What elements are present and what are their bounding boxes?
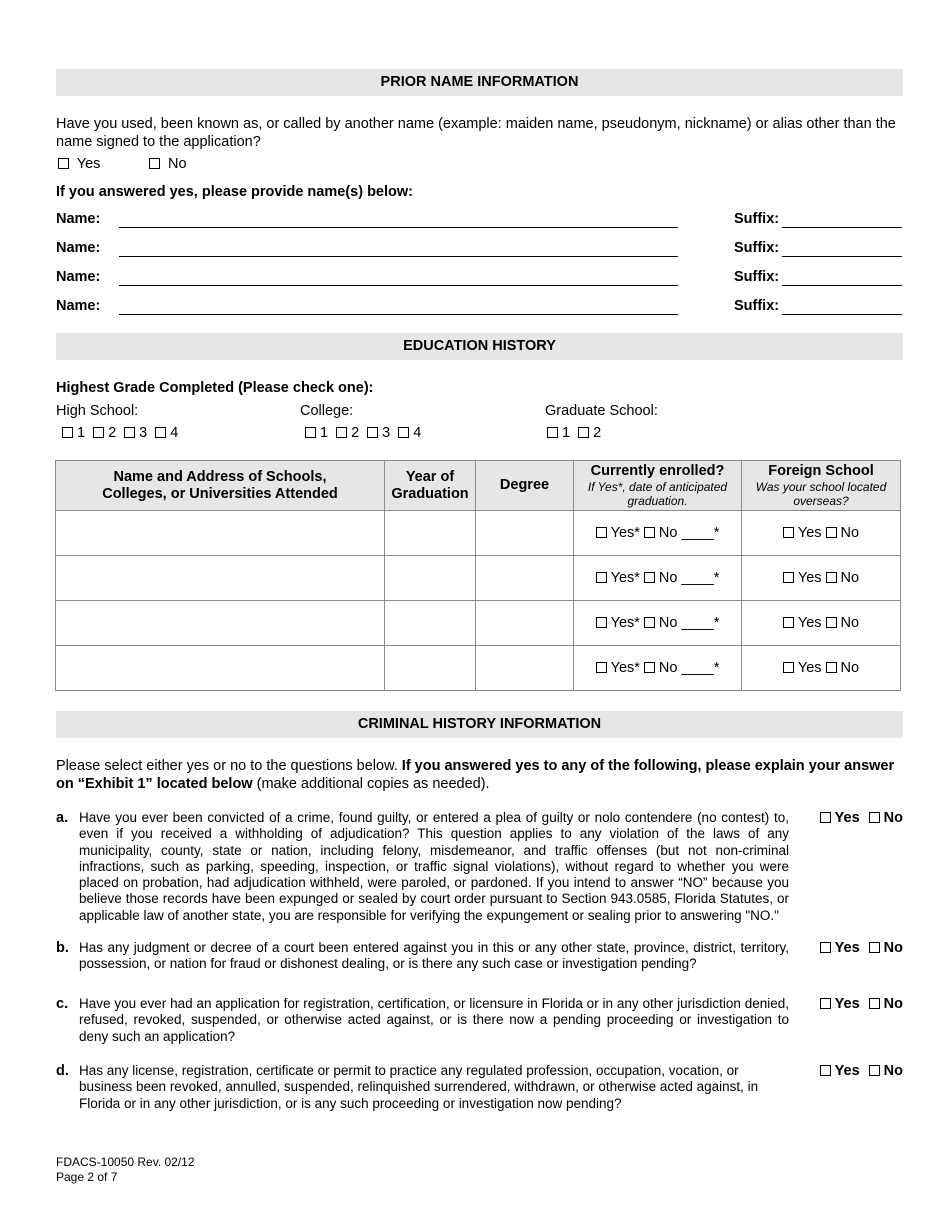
no-label: No bbox=[883, 810, 903, 826]
col-enrolled-title: Currently enrolled? bbox=[590, 463, 725, 479]
question-label: a. bbox=[56, 810, 69, 826]
table-row bbox=[56, 511, 901, 556]
foreign-yes-label: Yes bbox=[797, 525, 822, 541]
graduate-options bbox=[547, 424, 601, 442]
foreign-no-label: No bbox=[840, 615, 860, 631]
option-label: 2 bbox=[593, 425, 602, 441]
checkbox-icon[interactable] bbox=[644, 617, 655, 628]
checkbox-icon[interactable] bbox=[644, 527, 655, 538]
suffix-label: Suffix: bbox=[734, 298, 780, 314]
yes-no-options bbox=[820, 1063, 903, 1079]
enrolled-cell bbox=[574, 511, 742, 556]
table-row bbox=[56, 556, 901, 601]
enrolled-yes-label: Yes* bbox=[610, 570, 640, 586]
enrolled-no-label: No ____* bbox=[658, 570, 720, 586]
checkbox-icon[interactable] bbox=[826, 527, 837, 538]
checkbox-icon[interactable] bbox=[596, 617, 607, 628]
suffix-input-line[interactable] bbox=[782, 256, 902, 257]
enrolled-no-label: No ____* bbox=[658, 615, 720, 631]
prior-name-header: PRIOR NAME INFORMATION bbox=[56, 69, 903, 96]
foreign-cell bbox=[742, 646, 901, 691]
year-cell[interactable] bbox=[385, 556, 476, 601]
col-degree-header: Degree bbox=[476, 461, 574, 511]
yes-label: Yes bbox=[834, 1063, 860, 1079]
highest-grade-title: Highest Grade Completed (Please check one): bbox=[56, 380, 374, 396]
col-school-line2: Colleges, or Universities Attended bbox=[102, 485, 338, 502]
checkbox-icon[interactable] bbox=[826, 617, 837, 628]
name-label: Name: bbox=[56, 240, 101, 256]
checkbox-icon[interactable] bbox=[398, 427, 409, 438]
option-label: 1 bbox=[77, 425, 86, 441]
high-school-label: High School: bbox=[56, 403, 139, 419]
option-label: 2 bbox=[108, 425, 117, 441]
name-label: Name: bbox=[56, 298, 101, 314]
foreign-cell bbox=[742, 511, 901, 556]
col-year-header bbox=[385, 461, 476, 511]
checkbox-icon[interactable] bbox=[305, 427, 316, 438]
yes-no-options bbox=[820, 996, 903, 1012]
no-label: No bbox=[883, 996, 903, 1012]
degree-cell[interactable] bbox=[476, 556, 574, 601]
name-label: Name: bbox=[56, 211, 101, 227]
education-table bbox=[55, 460, 901, 691]
foreign-yes-label: Yes bbox=[797, 570, 822, 586]
suffix-input-line[interactable] bbox=[782, 314, 902, 315]
foreign-cell bbox=[742, 601, 901, 646]
enrolled-yes-label: Yes* bbox=[610, 525, 640, 541]
checkbox-icon[interactable] bbox=[336, 427, 347, 438]
foreign-yes-label: Yes bbox=[797, 660, 822, 676]
foreign-yes-label: Yes bbox=[797, 615, 822, 631]
checkbox-icon[interactable] bbox=[869, 812, 880, 823]
enrolled-no-label: No ____* bbox=[658, 660, 720, 676]
yes-label: Yes bbox=[834, 810, 860, 826]
question-label: c. bbox=[56, 996, 69, 1012]
col-foreign-header bbox=[742, 461, 901, 511]
name-input-line[interactable] bbox=[119, 314, 678, 315]
option-label: 3 bbox=[382, 425, 391, 441]
no-label: No bbox=[168, 156, 187, 172]
checkbox-icon[interactable] bbox=[783, 572, 794, 583]
checkbox-icon[interactable] bbox=[783, 527, 794, 538]
criminal-intro bbox=[56, 757, 901, 793]
degree-cell[interactable] bbox=[476, 646, 574, 691]
checkbox-icon[interactable] bbox=[578, 427, 589, 438]
table-header-row bbox=[56, 461, 901, 511]
checkbox-icon[interactable] bbox=[547, 427, 558, 438]
col-enrolled-sub: If Yes*, date of anticipated graduation. bbox=[587, 480, 728, 508]
foreign-no-label: No bbox=[840, 660, 860, 676]
col-school-header bbox=[56, 461, 385, 511]
checkbox-icon[interactable] bbox=[869, 998, 880, 1009]
checkbox-icon[interactable] bbox=[596, 527, 607, 538]
col-year-line2: Graduation bbox=[391, 485, 469, 502]
question-label: b. bbox=[56, 940, 69, 956]
school-cell[interactable] bbox=[56, 646, 385, 691]
prior-name-question: Have you used, been known as, or called by another name (example: maiden name, pseudonym, nickname) or alias other than the name signed to the application? bbox=[56, 116, 896, 150]
table-row bbox=[56, 646, 901, 691]
col-foreign-sub: Was your school located overseas? bbox=[755, 480, 887, 508]
foreign-no-label: No bbox=[840, 525, 860, 541]
college-options bbox=[305, 424, 421, 442]
form-id: FDACS-10050 Rev. 02/12 bbox=[56, 1155, 195, 1169]
option-label: 2 bbox=[351, 425, 360, 441]
enrolled-yes-label: Yes* bbox=[610, 660, 640, 676]
prior-name-instruction: If you answered yes, please provide name(s) below: bbox=[56, 184, 413, 200]
checkbox-icon[interactable] bbox=[820, 942, 831, 953]
suffix-input-line[interactable] bbox=[782, 227, 902, 228]
checkbox-icon[interactable] bbox=[93, 427, 104, 438]
checkbox-icon[interactable] bbox=[596, 572, 607, 583]
checkbox-icon[interactable] bbox=[596, 662, 607, 673]
checkbox-icon[interactable] bbox=[783, 617, 794, 628]
intro-bold: If you answered yes to any of the following, please explain your answer on “Exhibit 1” located below bbox=[56, 758, 895, 792]
col-school-line1: Name and Address of Schools, bbox=[113, 468, 327, 485]
year-cell[interactable] bbox=[385, 511, 476, 556]
education-header: EDUCATION HISTORY bbox=[56, 333, 903, 360]
col-foreign-title: Foreign School bbox=[768, 463, 874, 479]
checkbox-icon[interactable] bbox=[149, 158, 160, 169]
option-label: 3 bbox=[139, 425, 148, 441]
prior-name-no-option[interactable] bbox=[149, 155, 187, 173]
checkbox-icon[interactable] bbox=[644, 662, 655, 673]
name-input-line[interactable] bbox=[119, 285, 678, 286]
checkbox-icon[interactable] bbox=[367, 427, 378, 438]
intro-plain: Please select either yes or no to the questions below. bbox=[56, 758, 402, 774]
criminal-history-header: CRIMINAL HISTORY INFORMATION bbox=[56, 711, 903, 738]
year-cell[interactable] bbox=[385, 646, 476, 691]
checkbox-icon[interactable] bbox=[820, 998, 831, 1009]
question-label: d. bbox=[56, 1063, 69, 1079]
no-label: No bbox=[883, 1063, 903, 1079]
question-text: Have you ever had an application for registration, certification, or licensure in Florida or in any other jurisdiction denied, refused, revoked, suspended, or otherwise acted against, or is there now a pending proceeding or investigation to deny such an application? bbox=[79, 996, 789, 1044]
high-school-options bbox=[62, 424, 178, 442]
enrolled-cell bbox=[574, 646, 742, 691]
year-cell[interactable] bbox=[385, 601, 476, 646]
school-cell[interactable] bbox=[56, 511, 385, 556]
checkbox-icon[interactable] bbox=[58, 158, 69, 169]
col-enrolled-header bbox=[574, 461, 742, 511]
degree-cell[interactable] bbox=[476, 511, 574, 556]
school-cell[interactable] bbox=[56, 601, 385, 646]
col-year-line1: Year of bbox=[405, 468, 455, 485]
question-text: Have you ever been convicted of a crime, found guilty, or entered a plea of guilty or nolo contendere (no contest) to, even if you received a withholding of adjudication? This question applies to any violation of the laws of any municipality, county, state or nation, including felony, misdemeanor, and traffic offenses (but not non-criminal infractions, such as parking, speeding, inspection, or traffic signal violations), without regard to whether you were placed on probation, had adjudication withheld, were paroled, or pardoned. If you intend to answer “NO” because you believe those records have been expunged or sealed by court order pursuant to Section 943.0585, Florida Statutes, or applicable law of another state, you are responsible for verifying the expungement or sealing prior to answering "NO." bbox=[79, 810, 789, 923]
page-number: Page 2 of 7 bbox=[56, 1170, 118, 1184]
prior-name-yes-option[interactable] bbox=[58, 155, 100, 173]
graduate-school-label: Graduate School: bbox=[545, 403, 658, 419]
degree-cell[interactable] bbox=[476, 601, 574, 646]
option-label: 1 bbox=[562, 425, 571, 441]
checkbox-icon[interactable] bbox=[826, 572, 837, 583]
suffix-input-line[interactable] bbox=[782, 285, 902, 286]
question-text: Has any judgment or decree of a court been entered against you in this or any other state, province, district, territory, possession, or nation for fraud or dishonest dealing, or is there any such case or investigation pending? bbox=[79, 940, 789, 972]
school-cell[interactable] bbox=[56, 556, 385, 601]
name-label: Name: bbox=[56, 269, 101, 285]
yes-label: Yes bbox=[834, 996, 860, 1012]
option-label: 4 bbox=[413, 425, 422, 441]
yes-no-options bbox=[820, 940, 903, 956]
checkbox-icon[interactable] bbox=[62, 427, 73, 438]
table-row bbox=[56, 601, 901, 646]
yes-no-options bbox=[820, 810, 903, 826]
yes-label: Yes bbox=[76, 156, 101, 172]
checkbox-icon[interactable] bbox=[820, 1065, 831, 1076]
enrolled-cell bbox=[574, 601, 742, 646]
checkbox-icon[interactable] bbox=[869, 1065, 880, 1076]
college-label: College: bbox=[300, 403, 354, 419]
enrolled-no-label: No ____* bbox=[658, 525, 720, 541]
option-label: 4 bbox=[170, 425, 179, 441]
enrolled-yes-label: Yes* bbox=[610, 615, 640, 631]
yes-label: Yes bbox=[834, 940, 860, 956]
suffix-label: Suffix: bbox=[734, 211, 780, 227]
checkbox-icon[interactable] bbox=[783, 662, 794, 673]
checkbox-icon[interactable] bbox=[155, 427, 166, 438]
foreign-no-label: No bbox=[840, 570, 860, 586]
name-input-line[interactable] bbox=[119, 227, 678, 228]
checkbox-icon[interactable] bbox=[644, 572, 655, 583]
option-label: 1 bbox=[320, 425, 329, 441]
question-text: Has any license, registration, certificate or permit to practice any regulated profession, occupation, vocation, or business been revoked, annulled, suspended, relinquished surrendered, withdrawn, or otherwise acted against, in Florida or in any other jurisdiction, or is any such proceeding or investigation now pending? bbox=[79, 1063, 759, 1111]
checkbox-icon[interactable] bbox=[869, 942, 880, 953]
checkbox-icon[interactable] bbox=[124, 427, 135, 438]
name-input-line[interactable] bbox=[119, 256, 678, 257]
checkbox-icon[interactable] bbox=[826, 662, 837, 673]
suffix-label: Suffix: bbox=[734, 269, 780, 285]
foreign-cell bbox=[742, 556, 901, 601]
suffix-label: Suffix: bbox=[734, 240, 780, 256]
checkbox-icon[interactable] bbox=[820, 812, 831, 823]
enrolled-cell bbox=[574, 556, 742, 601]
no-label: No bbox=[883, 940, 903, 956]
intro-tail: (make additional copies as needed). bbox=[252, 776, 490, 792]
